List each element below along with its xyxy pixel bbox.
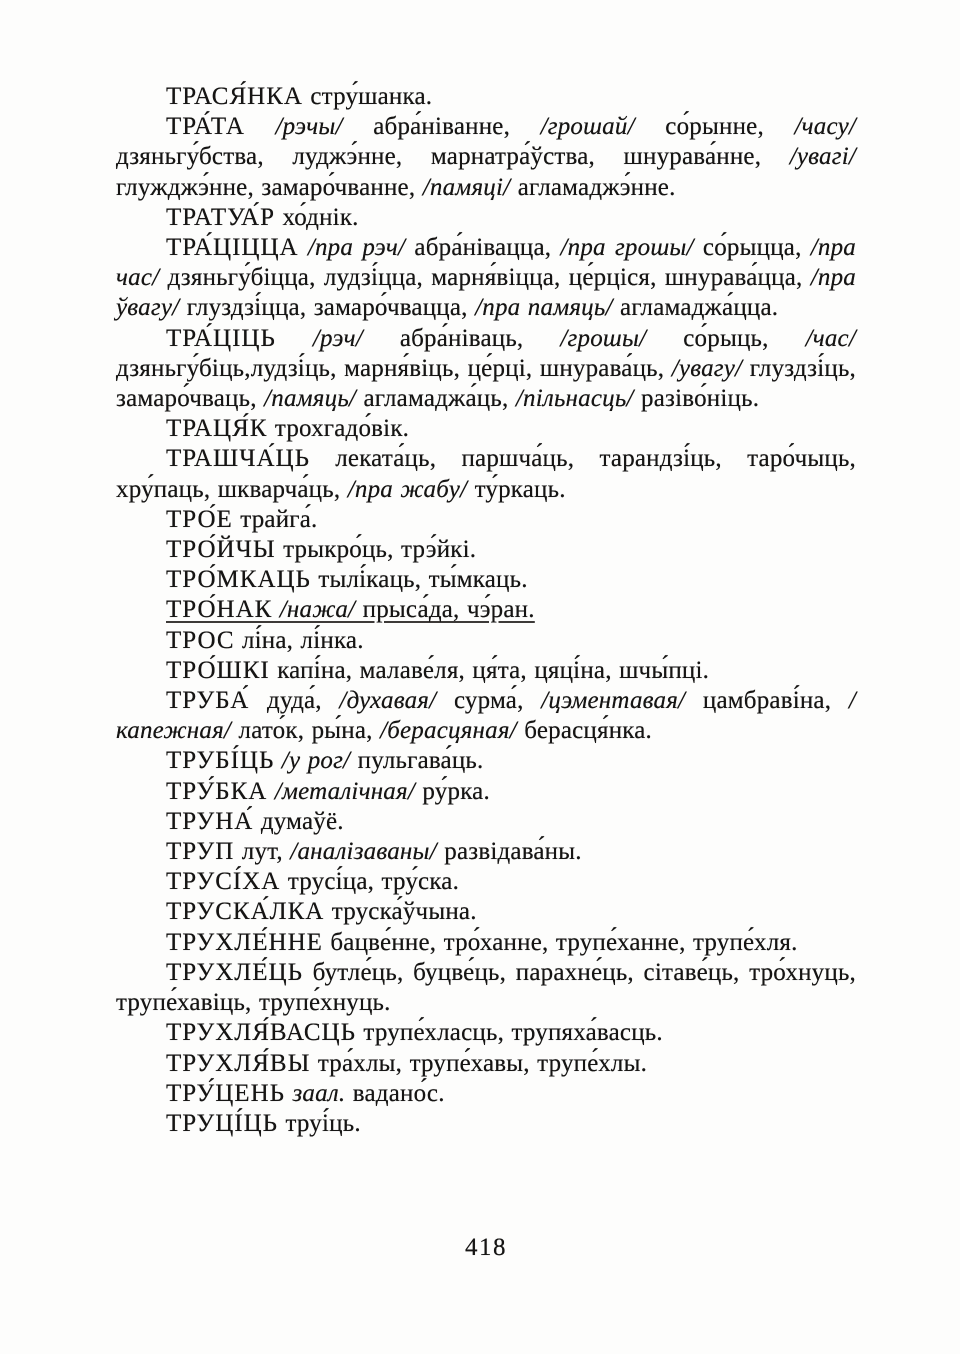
synonym-text: ру́рка. [414, 777, 490, 805]
usage-label: /пра ўвагу/ [116, 264, 856, 322]
synonym-text [299, 234, 308, 261]
synonym-text: глуздзі́цца, замаро́чвацца, [179, 294, 476, 322]
synonym-text: разіво́ніць. [633, 385, 760, 413]
usage-label: /нажа/ [279, 596, 356, 624]
synonym-text: бутле́ць, буцве́ць, парахне́ць, сітаве́ць, тро́хнуць, трупе́хавіць, трупе́хнуць. [116, 958, 856, 1017]
dictionary-entry [116, 203, 856, 233]
headword: ТРУХЛЯ́ВЫ [166, 1049, 311, 1077]
headword: ТРА́ЦІЦЬ [166, 324, 276, 352]
headword: ТРО́ШКІ [166, 656, 270, 684]
usage-label: заал. [292, 1079, 346, 1107]
synonym-text: леката́ць, паршча́ць, тарандзі́ць, таро́чыць, хру́паць, шкварча́ць, [116, 445, 856, 503]
usage-label: /металічная/ [274, 777, 415, 805]
synonym-text: абра́нівацца, [405, 234, 561, 262]
headword: ТРОС [166, 626, 235, 654]
synonym-text [245, 113, 276, 140]
headword: ТРУБА́ [166, 687, 250, 715]
usage-label: /пра рэч/ [307, 234, 406, 262]
dictionary-entry [116, 958, 856, 1018]
dictionary-entry [116, 414, 856, 444]
synonym-text: вадано́с. [345, 1079, 445, 1107]
synonym-text: со́рынне, [634, 113, 795, 141]
synonym-text: глужджэ́нне, замаро́чванне, [116, 173, 423, 201]
synonym-text: трусі́ца, тру́ска. [280, 868, 460, 896]
headword: ТРУБІ́ЦЬ [166, 747, 275, 775]
usage-label: /берасцяная/ [380, 717, 517, 745]
usage-label: /цэментавая/ [541, 687, 686, 715]
headword: ТРО́МКАЦЬ [166, 566, 311, 594]
synonym-text: пульгава́ць. [350, 747, 484, 775]
synonym-text: берасця́нка. [516, 717, 652, 745]
headword: ТРО́НАК [166, 596, 273, 624]
usage-label: /пра памяць/ [475, 294, 613, 322]
headword: ТРУХЛЕ́ННЕ [166, 928, 323, 956]
synonym-text: трупе́хласць, трупяха́васць. [355, 1019, 663, 1047]
usage-label: /час/ [805, 324, 856, 352]
dictionary-entry [116, 324, 856, 415]
dictionary-entry [116, 595, 856, 625]
usage-label: /увагу/ [671, 354, 743, 382]
dictionary-entry [116, 505, 856, 535]
synonym-text: лато́к, ры́на, [231, 717, 381, 745]
synonym-text: абра́ніваць, [362, 324, 561, 352]
dictionary-entry [116, 1049, 856, 1079]
usage-label: /у рог/ [281, 747, 351, 775]
headword: ТРО́ЙЧЫ [166, 536, 276, 564]
dictionary-entry [116, 82, 856, 112]
dictionary-entry [116, 233, 856, 324]
dictionary-entry [116, 686, 856, 746]
synonym-text: со́рыць, [646, 324, 806, 352]
synonym-text: тылі́каць, ты́мкаць. [310, 566, 528, 594]
headword: ТРАЦЯ́К [166, 415, 268, 443]
dictionary-entry [116, 1109, 856, 1139]
dictionary-entry [116, 444, 856, 504]
synonym-text: трыкро́ць, трэ́йкі. [275, 536, 477, 564]
headword: ТРАШЧА́ЦЬ [166, 445, 310, 473]
dictionary-entry [116, 807, 856, 837]
usage-label: /рэчы/ [275, 113, 343, 141]
synonym-text: дзяньгу́біцца, лудзі́цца, марня́віцца, це́рціся, шнурава́цца, [159, 264, 811, 292]
synonym-text: хо́днік. [275, 203, 359, 231]
synonym-text: со́рыцца, [693, 234, 811, 262]
dictionary-entry [116, 777, 856, 807]
usage-label: /пра час/ [116, 234, 857, 292]
dictionary-entry [116, 897, 856, 927]
usage-label: /грошы/ [560, 324, 647, 352]
entries [116, 82, 856, 1139]
synonym-text [276, 325, 313, 352]
dictionary-entry [116, 112, 856, 203]
headword: ТРУП [166, 838, 235, 866]
synonym-text: трайга́. [232, 505, 318, 533]
page-number: 418 [465, 1234, 507, 1261]
usage-label: /капежная/ [116, 687, 856, 745]
headword: ТРА́ЦІЦЦА [166, 234, 299, 262]
headword: ТРУ́ЦЕНЬ [166, 1079, 285, 1107]
usage-label: /памяць/ [264, 385, 357, 413]
headword: ТРО́Е [166, 505, 233, 533]
synonym-text [267, 778, 274, 805]
dictionary-entry [116, 1079, 856, 1109]
usage-label: /аналізаваны/ [290, 838, 437, 866]
dictionary-entry [116, 656, 856, 686]
synonym-text: лі́на, лі́нка. [234, 626, 364, 654]
synonym-text: тра́хлы, трупе́хавы, трупе́хлы. [310, 1049, 648, 1077]
headword: ТРУСКА́ЛКА [166, 898, 325, 926]
usage-label: /духавая/ [339, 687, 437, 715]
headword: ТРУСІ́ХА [166, 868, 281, 896]
headword: ТРУЦІ́ЦЬ [166, 1109, 279, 1137]
headword: ТРУ́БКА [166, 777, 268, 805]
synonym-text: бацве́нне, тро́ханне, трупе́ханне, трупе́хля. [322, 928, 798, 956]
dictionary-entry [116, 928, 856, 958]
usage-label: /пра жабу/ [347, 475, 468, 503]
synonym-text: агламаджа́цца. [612, 294, 779, 322]
headword: ТРУНА́ [166, 807, 254, 835]
synonym-text: капі́на, малаве́ля, ця́та, цяці́на, шчы́пці. [269, 656, 710, 684]
synonym-text [272, 596, 279, 623]
synonym-text: сурма́, [436, 687, 542, 715]
dictionary-entry [116, 746, 856, 776]
usage-label: /увагі/ [789, 143, 856, 171]
dictionary-entry [116, 837, 856, 867]
dictionary-entry [116, 535, 856, 565]
synonym-text: абра́ніванне, [342, 113, 541, 141]
synonym-text: цамбраві́на, [685, 687, 849, 715]
synonym-text [274, 747, 281, 774]
usage-label: /памяці/ [422, 173, 511, 201]
synonym-text: трохгадо́вік. [267, 415, 410, 443]
synonym-text: дуда́, [249, 687, 340, 715]
synonym-text: труі́ць. [278, 1109, 361, 1137]
synonym-text: лут, [234, 838, 291, 866]
synonym-text: дзяньгу́біць,лудзі́ць, марня́віць, це́рці, шнурава́ць, [116, 354, 672, 382]
usage-label: /пра грошы/ [560, 234, 694, 262]
usage-label: /часу/ [794, 113, 857, 141]
synonym-text: глуздзі́ць, замаро́чваць, [116, 354, 856, 413]
dictionary-entry [116, 565, 856, 595]
headword: ТРУХЛЯ́ВАСЦЬ [166, 1019, 356, 1047]
synonym-text: прыса́да, чэ́ран. [355, 596, 535, 624]
synonym-text: думаўё. [253, 807, 344, 835]
synonym-text: стру́шанка. [302, 83, 433, 110]
dictionary-entry [116, 626, 856, 656]
headword: ТРАТУА́Р [166, 203, 275, 231]
synonym-text: ту́ркаць. [467, 475, 566, 503]
usage-label: /грошай/ [540, 113, 635, 141]
dictionary-entry [116, 1018, 856, 1048]
headword: ТРА́ТА [166, 113, 245, 141]
headword: ТРАСЯ́НКА [166, 83, 303, 110]
synonym-text: развідава́ны. [436, 838, 582, 866]
synonym-text: агламаджа́ць, [356, 385, 516, 413]
usage-label: /пільнасць/ [515, 385, 634, 413]
synonym-text: дзяньгу́бства, луджэ́нне, марнатра́ўства, шнурава́нне, [116, 143, 790, 171]
synonym-text: труска́ўчына. [324, 898, 477, 926]
synonym-text: агламаджэ́нне. [510, 173, 676, 201]
headword: ТРУХЛЕ́ЦЬ [166, 958, 303, 986]
dictionary-entry [116, 867, 856, 897]
usage-label: /рэч/ [312, 324, 363, 352]
